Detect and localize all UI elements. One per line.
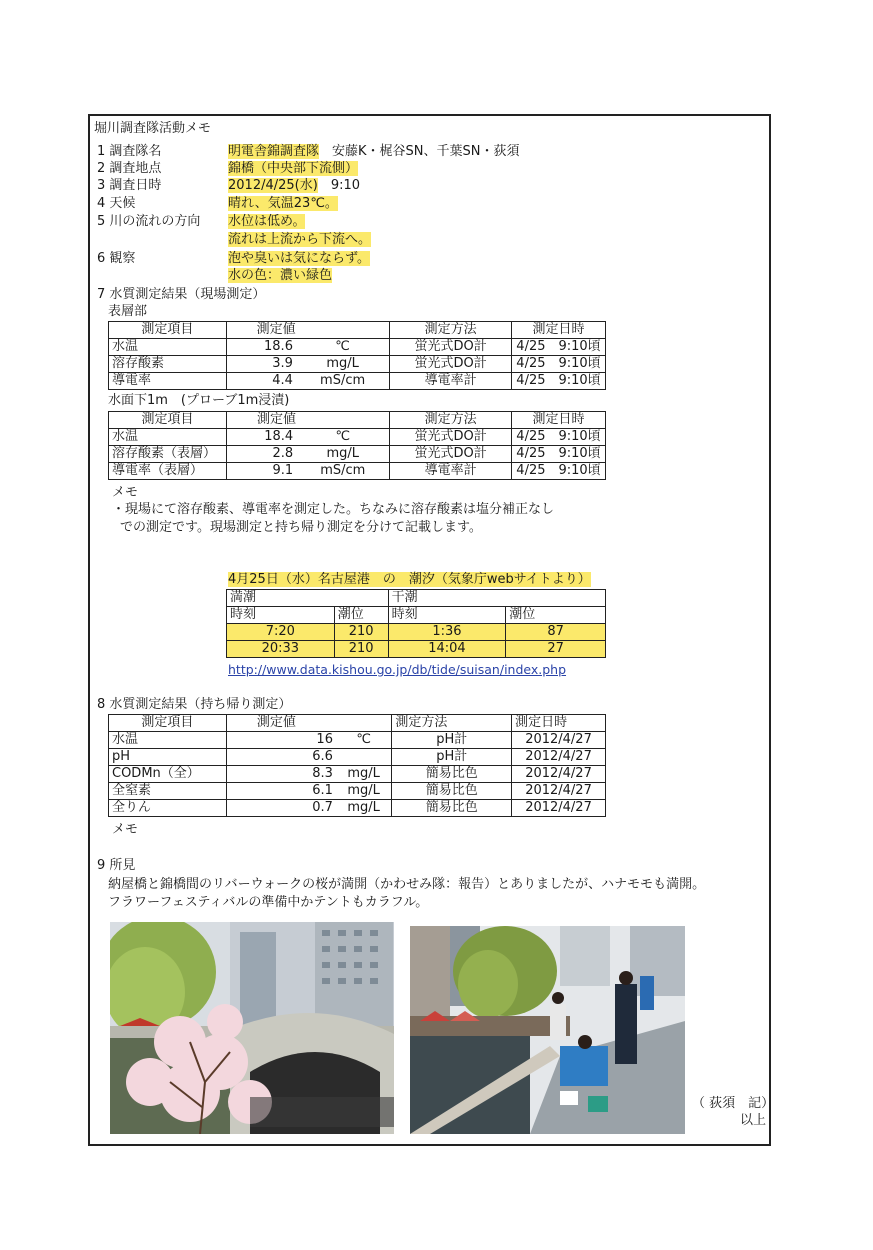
cell-method: 簡易比色	[392, 783, 512, 800]
cell-high-time: 20:33	[227, 641, 335, 658]
table-row	[109, 800, 606, 817]
header-item: 測定項目	[109, 412, 227, 429]
tide-table	[226, 589, 606, 658]
tide-title	[228, 572, 591, 588]
cell-value: 9.1	[226, 463, 296, 480]
cell-datetime: 2012/4/27	[512, 766, 606, 783]
flow-direction-text: 流れは上流から下流へ。	[228, 232, 372, 247]
cell-item: 溶存酸素（表層）	[109, 446, 227, 463]
item-value-flow	[228, 214, 305, 230]
cell-datetime: 2012/4/27	[512, 749, 606, 766]
low-time-header: 時刻	[388, 607, 506, 624]
cell-item: 導電率（表層）	[109, 463, 227, 480]
section7-memo-label: メモ	[112, 485, 139, 500]
cell-high-level: 210	[334, 641, 388, 658]
item-value-datetime	[228, 178, 360, 194]
surface-table	[108, 321, 606, 390]
cell-method: 蛍光式DO計	[390, 356, 512, 373]
header-datetime: 測定日時	[512, 715, 606, 732]
document-title: 堀川調査隊活動メモ	[94, 121, 212, 136]
cell-unit: mg/L	[336, 783, 392, 800]
item-value-observation	[228, 251, 370, 267]
cell-value: 6.1	[226, 783, 336, 800]
cell-method: 簡易比色	[392, 766, 512, 783]
cell-unit: ℃	[336, 732, 392, 749]
cell-low-time: 1:36	[388, 624, 506, 641]
cell-datetime: 2012/4/27	[512, 732, 606, 749]
tide-header-row	[227, 607, 606, 624]
water-level-text: 水位は低め。	[228, 214, 306, 229]
photo-blossoms-bridge	[110, 922, 394, 1134]
table-row	[109, 356, 606, 373]
photo-measurement-image	[410, 926, 685, 1134]
location-text: 錦橋（中央部下流側）	[228, 161, 359, 176]
cell-method: pH計	[392, 749, 512, 766]
header-datetime: 測定日時	[511, 412, 605, 429]
author-note: （ 荻須 記）	[692, 1096, 775, 1111]
table-row	[109, 429, 606, 446]
item-value-location	[228, 161, 358, 177]
cell-item: 水温	[109, 429, 227, 446]
cell-item: 導電率	[109, 373, 227, 390]
table-header-row	[109, 412, 606, 429]
cell-datetime: 4/25 9:10頃	[511, 429, 605, 446]
end-note: 以上	[740, 1113, 767, 1128]
item-value-flow-2	[228, 232, 371, 248]
high-tide-label: 満潮	[227, 590, 389, 607]
cell-datetime: 4/25 9:10頃	[511, 373, 605, 390]
cell-value: 3.9	[226, 356, 296, 373]
section9-line1: 納屋橋と錦橋間のリバーウォークの桜が満開（かわせみ隊：報告）とありましたが、ハナモモも満開。	[108, 877, 706, 892]
header-value: 測定値	[226, 412, 389, 429]
cell-method: 簡易比色	[392, 800, 512, 817]
cell-method: 蛍光式DO計	[390, 429, 512, 446]
cell-value: 8.3	[226, 766, 336, 783]
team-name: 明電舎錦調査隊	[228, 144, 320, 159]
cell-high-level: 210	[334, 624, 388, 641]
table-row	[227, 641, 606, 658]
item-label-location: 2 調査地点	[97, 161, 162, 176]
team-members: 安藤K・梶谷SN、千葉SN・荻須	[332, 144, 520, 159]
cell-datetime: 2012/4/27	[512, 800, 606, 817]
cell-value: 16	[226, 732, 336, 749]
high-time-header: 時刻	[227, 607, 335, 624]
table-row	[109, 373, 606, 390]
cell-value: 4.4	[226, 373, 296, 390]
tide-title-text: 4月25日（水）名古屋港 の 潮汐（気象庁webサイトより）	[228, 572, 591, 587]
cell-datetime: 2012/4/27	[512, 783, 606, 800]
cell-low-time: 14:04	[388, 641, 506, 658]
section8-memo-label: メモ	[112, 822, 139, 837]
cell-item: 水温	[109, 732, 227, 749]
header-datetime: 測定日時	[511, 322, 605, 339]
cell-method: 導電率計	[390, 463, 512, 480]
depth-label: 水面下1m (プローブ1m浸漬)	[108, 393, 290, 408]
item-label-datetime: 3 調査日時	[97, 178, 162, 193]
table-row	[109, 339, 606, 356]
table-row	[227, 624, 606, 641]
depth-table	[108, 411, 606, 480]
tide-source-link[interactable]: http://www.data.kishou.go.jp/db/tide/suisan/index.php	[228, 662, 567, 677]
table-row	[109, 766, 606, 783]
table-row	[109, 749, 606, 766]
cell-item: 全窒素	[109, 783, 227, 800]
photo-blossoms-bridge-image	[110, 922, 394, 1134]
cell-datetime: 4/25 9:10頃	[511, 463, 605, 480]
section9-heading: 9 所見	[97, 858, 136, 873]
item-label-observation: 6 観察	[97, 251, 136, 266]
cell-value: 6.6	[226, 749, 336, 766]
cell-unit: mS/cm	[296, 373, 390, 390]
table-row	[109, 463, 606, 480]
item-label-weather: 4 天候	[97, 196, 136, 211]
cell-item: CODMn（全）	[109, 766, 227, 783]
survey-date: 2012/4/25(水)	[228, 178, 318, 193]
table-row	[109, 446, 606, 463]
high-level-header: 潮位	[334, 607, 388, 624]
header-method: 測定方法	[390, 412, 512, 429]
cell-item: 溶存酸素	[109, 356, 227, 373]
cell-unit: mg/L	[336, 766, 392, 783]
cell-value: 2.8	[226, 446, 296, 463]
cell-item: 全りん	[109, 800, 227, 817]
cell-unit: mg/L	[336, 800, 392, 817]
item-label-team: 1 調査隊名	[97, 144, 162, 159]
cell-method: 蛍光式DO計	[390, 446, 512, 463]
cell-item: pH	[109, 749, 227, 766]
low-level-header: 潮位	[506, 607, 606, 624]
cell-datetime: 4/25 9:10頃	[511, 446, 605, 463]
cell-value: 0.7	[226, 800, 336, 817]
weather-text: 晴れ、気温23℃。	[228, 196, 338, 211]
photo-measurement	[410, 926, 685, 1134]
item-value-observation-2	[228, 268, 332, 284]
table-row	[109, 783, 606, 800]
cell-method: 導電率計	[390, 373, 512, 390]
cell-unit: ℃	[296, 339, 390, 356]
item-value-weather	[228, 196, 338, 212]
cell-value: 18.6	[226, 339, 296, 356]
cell-unit: ℃	[296, 429, 390, 446]
cell-value: 18.4	[226, 429, 296, 446]
header-item: 測定項目	[109, 715, 227, 732]
table-header-row	[109, 715, 606, 732]
cell-unit: mg/L	[296, 356, 390, 373]
item-label-flow: 5 川の流れの方向	[97, 214, 201, 229]
cell-unit: mS/cm	[296, 463, 390, 480]
section9-line2: フラワーフェスティバルの準備中かテントもカラフル。	[108, 895, 429, 910]
cell-datetime: 4/25 9:10頃	[511, 339, 605, 356]
section8-heading: 8 水質測定結果（持ち帰り測定）	[97, 697, 292, 712]
cell-item: 水温	[109, 339, 227, 356]
observation-text: 泡や臭いは気にならず。	[228, 251, 370, 266]
cell-unit	[336, 749, 392, 766]
low-tide-label: 干潮	[388, 590, 605, 607]
lab-table	[108, 714, 606, 817]
survey-time: 9:10	[330, 178, 361, 193]
header-value: 測定値	[226, 715, 392, 732]
section7-memo-line1: ・現場にて溶存酸素、導電率を測定した。ちなみに溶存酸素は塩分補正なし	[112, 502, 555, 517]
surface-label: 表層部	[108, 304, 148, 319]
table-row	[109, 732, 606, 749]
table-header-row	[109, 322, 606, 339]
cell-unit: mg/L	[296, 446, 390, 463]
header-item: 測定項目	[109, 322, 227, 339]
cell-method: pH計	[392, 732, 512, 749]
item-value-team	[228, 144, 520, 160]
section7-memo-line2: での測定です。現場測定と持ち帰り測定を分けて記載します。	[120, 520, 482, 535]
cell-method: 蛍光式DO計	[390, 339, 512, 356]
cell-datetime: 4/25 9:10頃	[511, 356, 605, 373]
water-color-text: 水の色：濃い緑色	[228, 268, 333, 283]
cell-low-level: 27	[506, 641, 606, 658]
cell-low-level: 87	[506, 624, 606, 641]
section7-heading: 7 水質測定結果（現場測定）	[97, 287, 266, 302]
tide-group-row	[227, 590, 606, 607]
header-value: 測定値	[226, 322, 390, 339]
header-method: 測定方法	[392, 715, 512, 732]
cell-high-time: 7:20	[227, 624, 335, 641]
header-method: 測定方法	[390, 322, 512, 339]
